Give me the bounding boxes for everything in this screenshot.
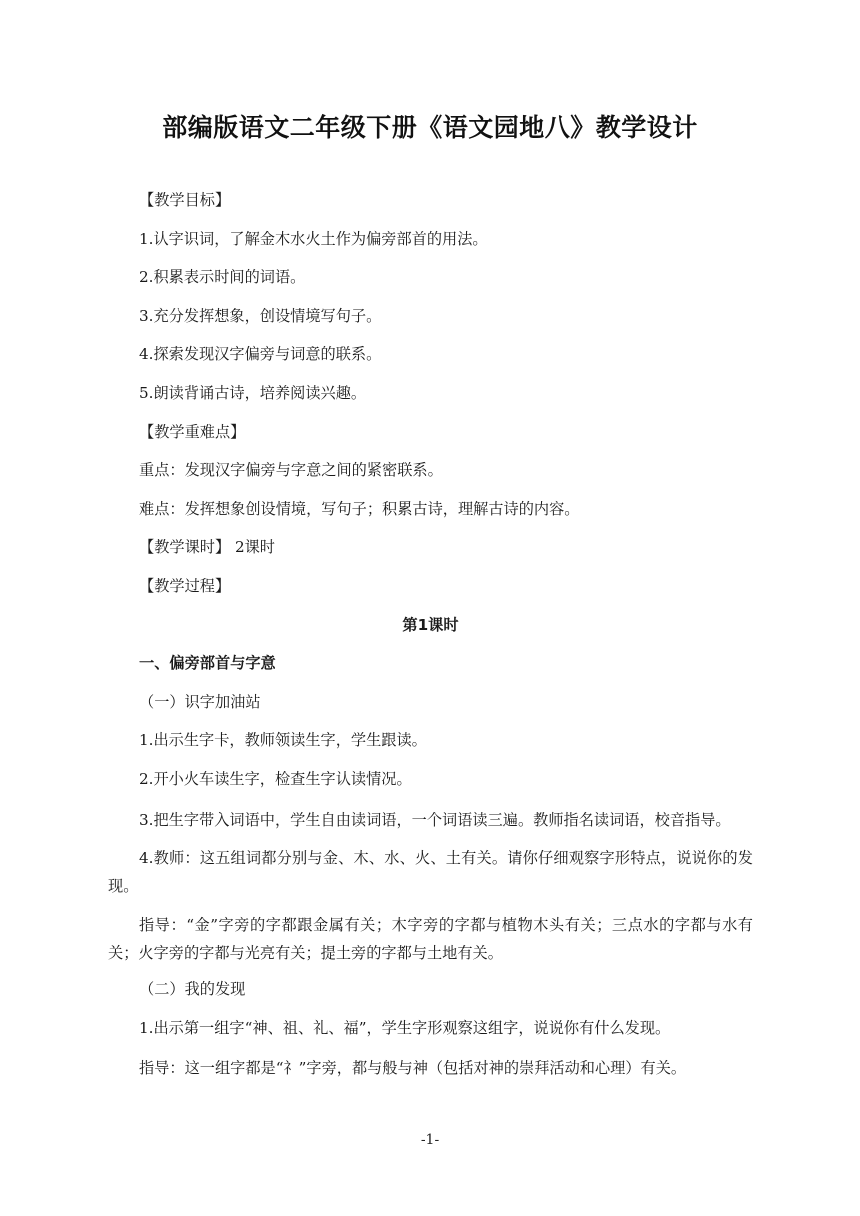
page-number: -1-: [420, 1132, 440, 1148]
lesson-heading: 第1课时: [402, 615, 459, 634]
difficult-point: 难点：发挥想象创设情境，写句子；积累古诗，理解古诗的内容。: [139, 499, 580, 518]
goal-item-4: 4.探索发现汉字偏旁与词意的联系。: [139, 345, 382, 364]
subsection-heading-literacy-station: （一）识字加油站: [139, 692, 261, 711]
section-heading-key-points: 【教学重难点】: [139, 422, 246, 441]
section-heading-class-hours: 【教学课时】 2课时: [139, 538, 275, 557]
section-heading-teaching-process: 【教学过程】: [139, 576, 231, 595]
subsection-heading-my-discovery: （二）我的发现: [139, 980, 246, 998]
discovery-step-1: 1.出示第一组字“神、祖、礼、福”，学生字形观察这组字，说说你有什么发现。: [139, 1018, 671, 1037]
guidance-paragraph-1: 指导：“金”字旁的字都跟金属有关；木字旁的字都与植物木头有关；三点水的字都与水有关；火字旁的字都与光亮有关；提土旁的字都与土地有关。: [108, 915, 753, 962]
process-step-1: 1.出示生字卡，教师领读生字，学生跟读。: [139, 731, 427, 750]
process-step-2: 2.开小火车读生字，检查生字认读情况。: [139, 769, 412, 788]
document-body: [108, 188, 753, 1093]
goal-item-3: 3.充分发挥想象，创设情境写句子。: [139, 306, 382, 325]
guidance-paragraph-2: 指导：这一组字都是“礻”字旁，都与般与神（包括对神的崇拜活动和心理）有关。: [139, 1059, 687, 1078]
section-heading-teaching-goals: 【教学目标】: [139, 191, 231, 209]
process-step-3: 3.把生字带入词语中，学生自由读词语，一个词语读三遍。教师指名读词语，校音指导。: [139, 810, 731, 829]
document-title: 部编版语文二年级下册《语文园地八》教学设计: [162, 113, 698, 142]
goal-item-5: 5.朗读背诵古诗，培养阅读兴趣。: [139, 383, 367, 402]
key-point: 重点：发现汉字偏旁与字意之间的紧密联系。: [139, 461, 443, 480]
process-step-4: 4.教师：这五组词都分别与金、木、水、火、土有关。请你仔细观察字形特点，说说你的发现。: [108, 849, 753, 895]
goal-item-1: 1.认字识词，了解金木水火土作为偏旁部首的用法。: [139, 229, 488, 248]
goal-item-2: 2.积累表示时间的词语。: [139, 268, 306, 287]
part-heading-radicals: 一、偏旁部首与字意: [139, 654, 276, 673]
